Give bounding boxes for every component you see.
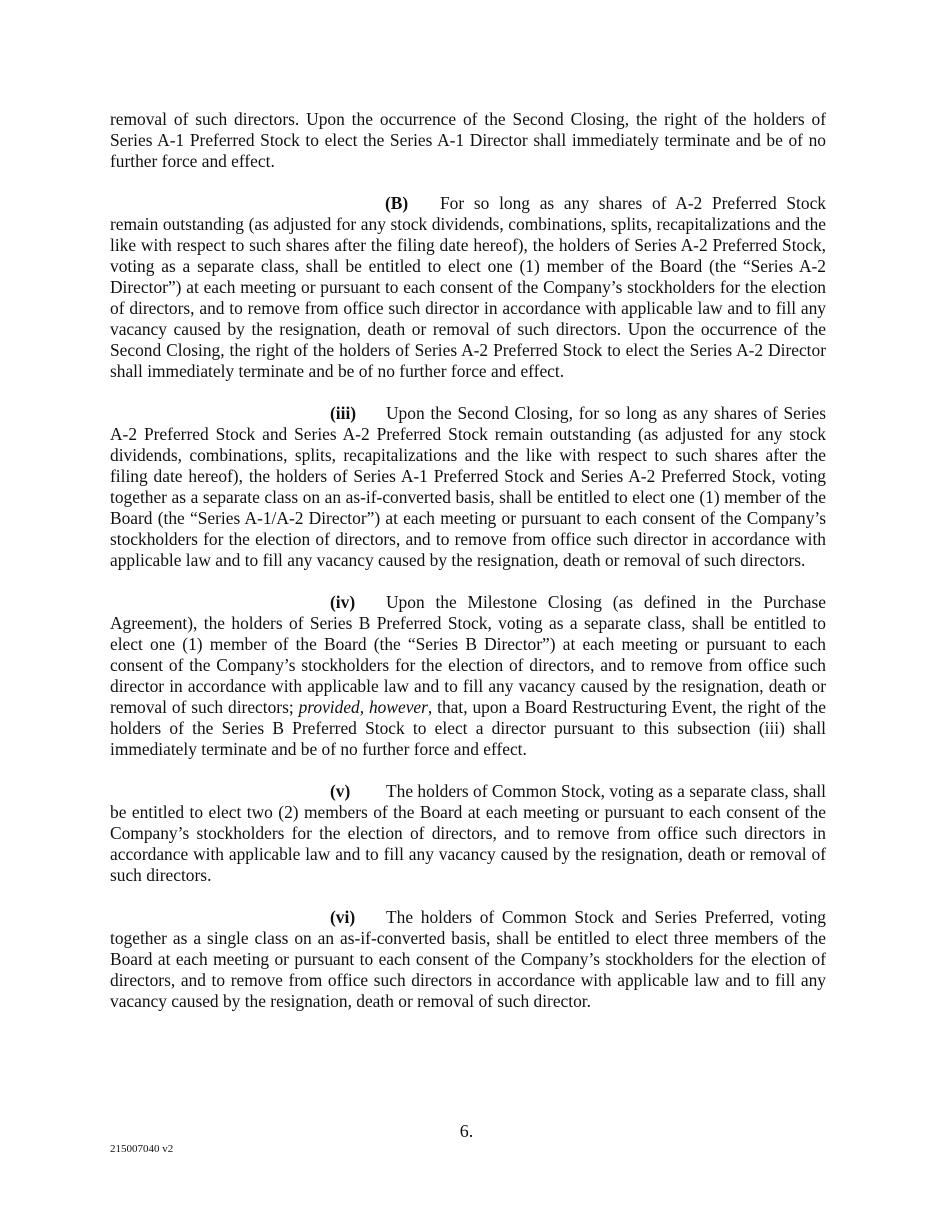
paragraph-B (110, 193, 826, 382)
document-id-footer: 215007040 v2 (110, 1143, 174, 1155)
paragraph-text: For so long as any shares of A-2 Preferred Stock remain outstanding (as adjusted for any stock dividends, combinations, splits, recapitalizations and the like with respect to such shares after the filing date hereof), the holders of Series A-2 Preferred Stock, voting as a separate class, shall be entitled to elect one (1) member of the Board (the “Series A-2 Director”) at each meeting or pursuant to each consent of the Company’s stockholders for the election of directors, and to remove from office such director in accordance with applicable law and to fill any vacancy caused by the resignation, death or removal of such directors. Upon the occurrence of the Second Closing, the right of the holders of Series A-2 Preferred Stock to elect the Series A-2 Director shall immediately terminate and be of no further force and effect. (110, 193, 826, 381)
paragraph-iv (110, 592, 826, 760)
paragraph-text: Upon the Milestone Closing (as defined in the Purchase Agreement), the holders of Series B Preferred Stock, voting as a separate class, shall be entitled to elect one (1) member of the Board (the “Series B Director”) at each meeting or pursuant to each consent of the Company’s stockholders for the election of directors, and to remove from office such director in accordance with applicable law and to fill any vacancy caused by the resignation, death or removal of such directors; (110, 592, 826, 717)
paragraph-label: (iii) (330, 403, 357, 423)
paragraph-iii (110, 403, 826, 571)
paragraph-label: (vi) (330, 907, 356, 927)
paragraph-text: The holders of Common Stock, voting as a separate class, shall be entitled to elect two (2) members of the Board at each meeting or pursuant to each consent of the Company’s stockholders for the election of directors, and to remove from office such directors in accordance with applicable law and to fill any vacancy caused by the resignation, death or removal of such directors. (110, 781, 826, 885)
paragraph-v (110, 781, 826, 886)
page-number: 6. (459, 1121, 474, 1141)
paragraph-text-continued: , that, upon a Board Restructuring Event, the right of the holders of the Series B Preferred Stock to elect a director pursuant to this subsection (iii) shall immediately terminate and be of no further force and effect. (110, 697, 826, 759)
paragraph-text: Upon the Second Closing, for so long as any shares of Series A-2 Preferred Stock and Series A-2 Preferred Stock remain outstanding (as adjusted for any stock dividends, combinations, splits, recapitalizations and the like with respect to such shares after the filing date hereof), the holders of Series A-1 Preferred Stock and Series A-2 Preferred Stock, voting together as a separate class on an as-if-converted basis, shall be entitled to elect one (1) member of the Board (the “Series A-1/A-2 Director”) at each meeting or pursuant to each consent of the Company’s stockholders for the election of directors, and to remove from office such director in accordance with applicable law and to fill any vacancy caused by the resignation, death or removal of such directors. (110, 403, 826, 570)
paragraph-label: (B) (385, 193, 409, 213)
paragraph-vi (110, 907, 826, 1012)
document-body (110, 109, 826, 1033)
paragraph-continuation (110, 109, 826, 172)
paragraph-text: removal of such directors. Upon the occurrence of the Second Closing, the right of the holders of Series A-1 Preferred Stock to elect the Series A-1 Director shall immediately terminate and be of no further force and effect. (110, 109, 826, 171)
paragraph-label: (v) (330, 781, 351, 801)
paragraph-text: The holders of Common Stock and Series Preferred, voting together as a single class on an as-if-converted basis, shall be entitled to elect three members of the Board at each meeting or pursuant to each consent of the Company’s stockholders for the election of directors, and to remove from office such directors in accordance with applicable law and to fill any vacancy caused by the resignation, death or removal of such director. (110, 907, 826, 1011)
paragraph-label: (iv) (330, 592, 356, 612)
paragraph-italic-text: provided, however (298, 697, 428, 717)
